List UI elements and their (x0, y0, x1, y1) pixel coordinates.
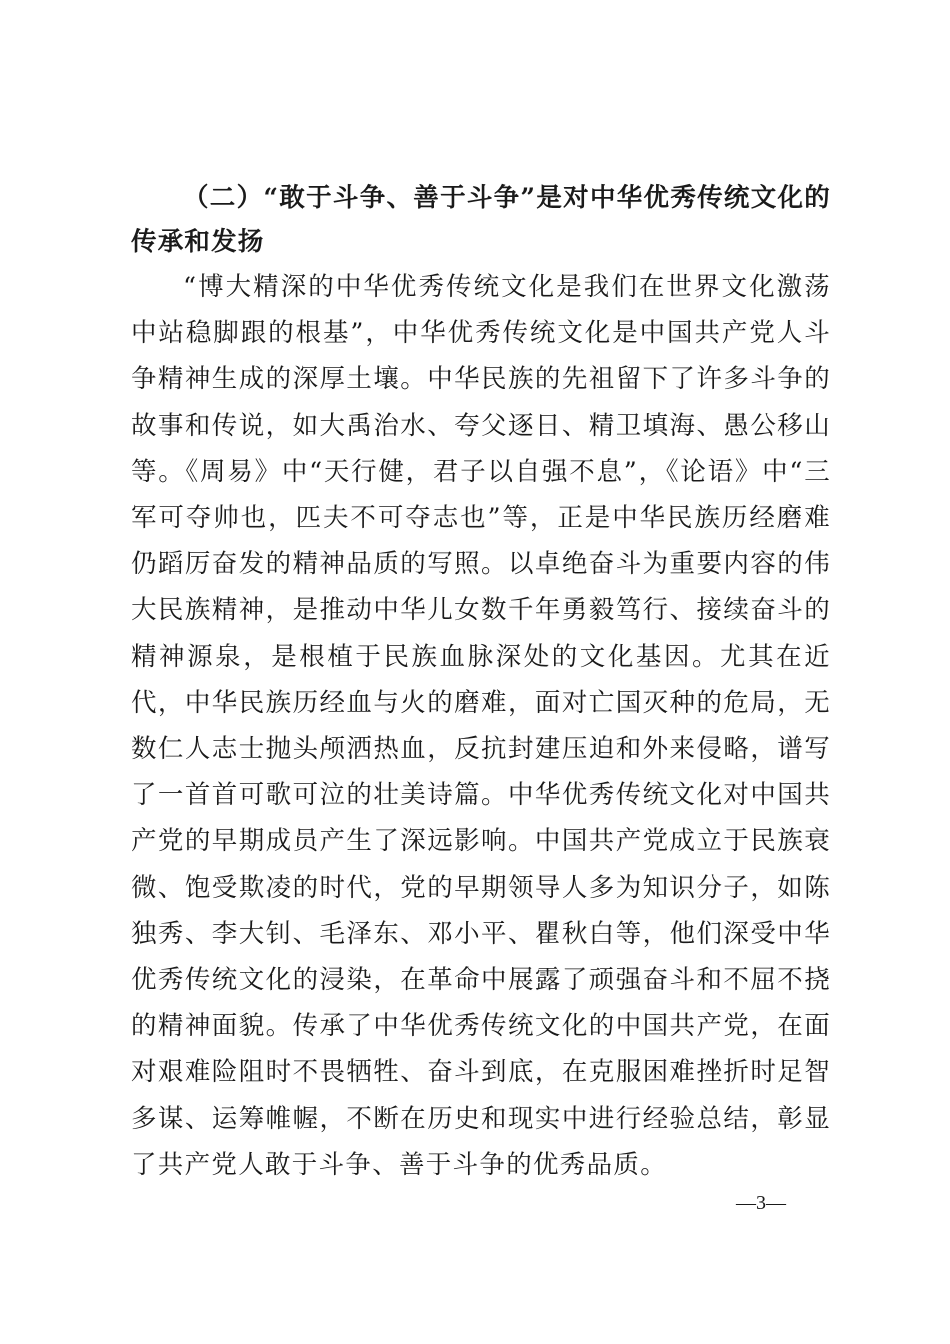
section-heading: （二）“敢于斗争、善于斗争”是对中华优秀传统文化的传承和发扬 (131, 183, 831, 257)
page-number: —3— (736, 1192, 786, 1214)
body-paragraph: “博大精深的中华优秀传统文化是我们在世界文化激荡中站稳脚跟的根基”，中华优秀传统文化是中国共产党人斗争精神生成的深厚土壤。中华民族的先祖留下了许多斗争的故事和传说，如大禹治水、夸父逐日、精卫填海、愚公移山等。《周易》中“天行健，君子以自强不息”，《论语》中“三军可夺帅也，匹夫不可夺志也”等，正是中华民族历经磨难仍蹈厉奋发的精神品质的写照。以卓绝奋斗为重要内容的伟大民族精神，是推动中华儿女数千年勇毅笃行、接续奋斗的精神源泉，是根植于民族血脉深处的文化基因。尤其在近代，中华民族历经血与火的磨难，面对亡国灭种的危局，无数仁人志士抛头颅洒热血，反抗封建压迫和外来侵略，谱写了一首首可歌可泣的壮美诗篇。中华优秀传统文化对中国共产党的早期成员产生了深远影响。中国共产党成立于民族衰微、饱受欺凌的时代，党的早期领导人多为知识分子，如陈独秀、李大钊、毛泽东、邓小平、瞿秋白等，他们深受中华优秀传统文化的浸染，在革命中展露了顽强奋斗和不屈不挠的精神面貌。传承了中华优秀传统文化的中国共产党，在面对艰难险阻时不畏牺牲、奋斗到底，在克服困难挫折时足智多谋、运筹帷幄，不断在历史和现实中进行经验总结，彰显了共产党人敢于斗争、善于斗争的优秀品质。 (131, 272, 831, 1180)
document-body (131, 176, 831, 1188)
